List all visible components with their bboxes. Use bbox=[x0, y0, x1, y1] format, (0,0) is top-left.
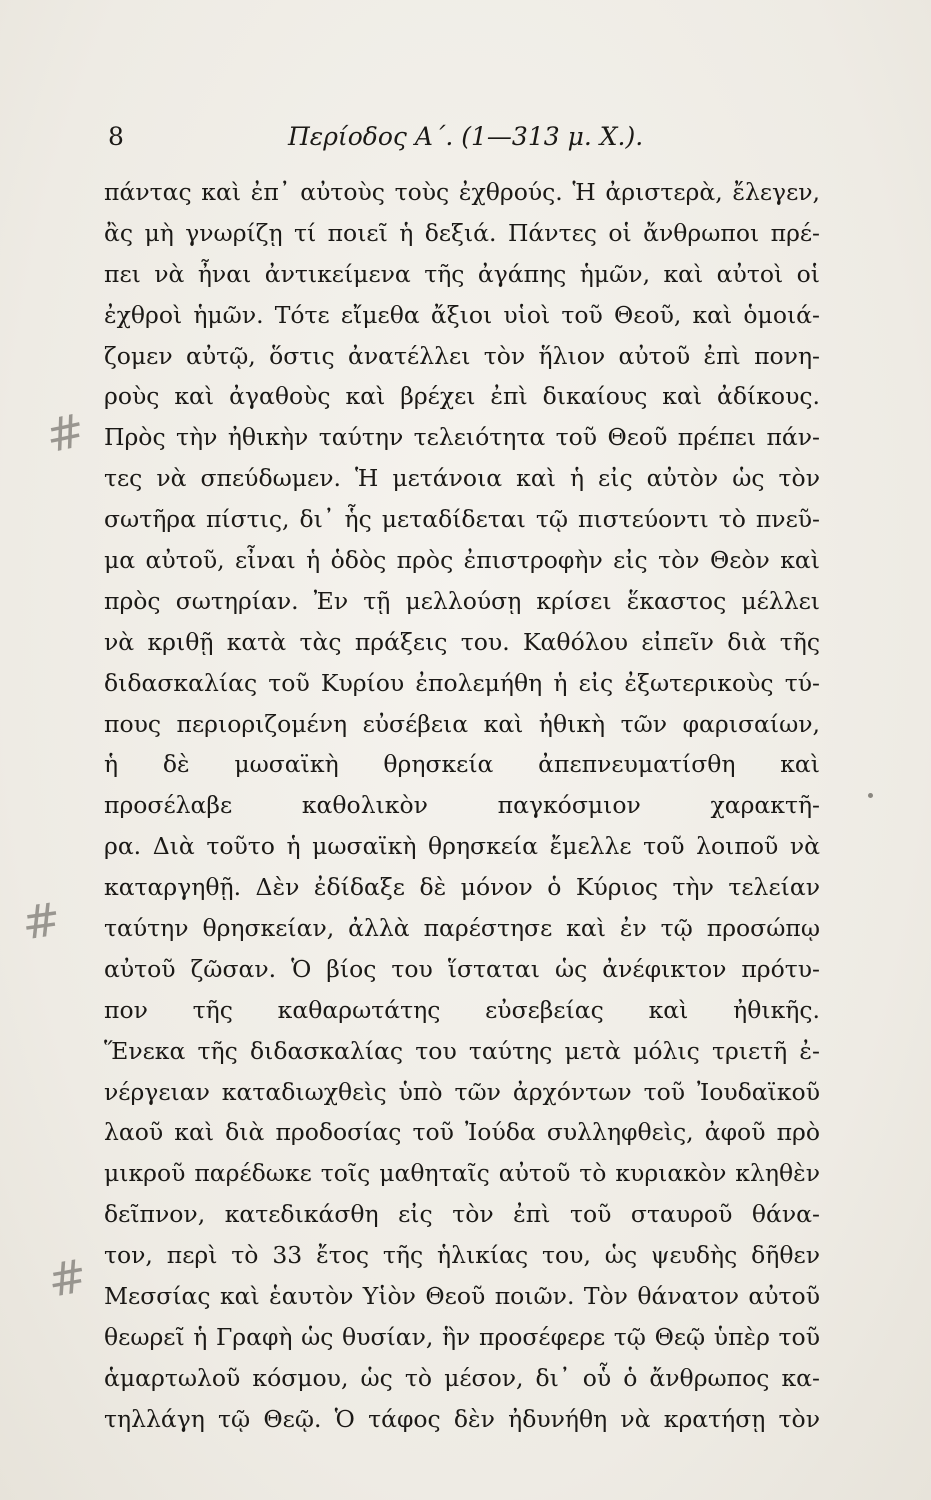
text-line: πει νὰ ἦναι ἀντικείμενα τῆς ἀγάπης ἡμῶν, καὶ αὐτοὶ οἱ bbox=[104, 259, 820, 288]
text-line: πάντας καὶ ἐπ᾽ αὐτοὺς τοὺς ἐχθρούς. Ἡ ἀριστερὰ, ἔλεγεν, bbox=[104, 178, 820, 206]
text-line: αὐτοῦ ζῶσαν. Ὁ βίος του ἵσταται ὡς ἀνέφικτον πρότυ- bbox=[104, 954, 820, 983]
text-line: θεωρεῖ ἡ Γραφὴ ὡς θυσίαν, ἣν προσέφερε τῷ Θεῷ ὑπὲρ τοῦ bbox=[104, 1322, 820, 1351]
text-line: ἂς μὴ γνωρίζῃ τί ποιεῖ ἡ δεξιά. Πάντες οἱ ἄνθρωποι πρέ- bbox=[104, 218, 820, 247]
text-line: μα αὐτοῦ, εἶναι ἡ ὁδὸς πρὸς ἐπιστροφὴν εἰς τὸν Θεὸν καὶ bbox=[104, 546, 820, 575]
text-line: τες νὰ σπεύδωμεν. Ἡ μετάνοια καὶ ἡ εἰς αὐτὸν ὡς τὸν bbox=[104, 464, 820, 493]
text-line: πον τῆς καθαρωτάτης εὐσεβείας καὶ ἠθικῆς. bbox=[104, 995, 820, 1024]
text-line: καταργηθῇ. Δὲν ἐδίδαξε δὲ μόνον ὁ Κύριος τὴν τελείαν bbox=[104, 873, 820, 902]
text-line: σωτῆρα πίστις, δι᾽ ἧς μεταδίδεται τῷ πιστεύοντι τὸ πνεῦ- bbox=[104, 505, 820, 534]
text-line: ἁμαρτωλοῦ κόσμου, ὡς τὸ μέσον, δι᾽ οὗ ὁ ἄνθρωπος κα- bbox=[104, 1363, 820, 1392]
text-line: τηλλάγη τῷ Θεῷ. Ὁ τάφος δὲν ἠδυνήθη νὰ κρατήσῃ τὸν bbox=[104, 1404, 820, 1433]
text-line: διδασκαλίας τοῦ Κυρίου ἐπολεμήθη ἡ εἰς ἐξωτερικοὺς τύ- bbox=[104, 668, 820, 697]
text-line: ἡ δὲ μωσαϊκὴ θρησκεία ἀπεπνευματίσθη καὶ bbox=[104, 750, 820, 779]
text-line: Πρὸς τὴν ἠθικὴν ταύτην τελειότητα τοῦ Θεοῦ πρέπει πάν- bbox=[104, 423, 820, 452]
text-line: ροὺς καὶ ἀγαθοὺς καὶ βρέχει ἐπὶ δικαίους καὶ ἀδίκους. bbox=[104, 382, 820, 411]
text-line: τον, περὶ τὸ 33 ἔτος τῆς ἡλικίας του, ὡς ψευδὴς δῆθεν bbox=[104, 1241, 820, 1270]
ink-speck bbox=[868, 793, 873, 798]
text-line: ζομεν αὐτῷ, ὅστις ἀνατέλλει τὸν ἥλιον αὐτοῦ ἐπὶ πονη- bbox=[104, 341, 820, 370]
text-line: ρα. Διὰ τοῦτο ἡ μωσαϊκὴ θρησκεία ἔμελλε τοῦ λοιποῦ νὰ bbox=[104, 832, 820, 861]
text-line: πρὸς σωτηρίαν. Ἐν τῇ μελλούσῃ κρίσει ἕκαστος μέλλει bbox=[104, 586, 820, 615]
text-line: ἐχθροὶ ἡμῶν. Τότε εἴμεθα ἄξιοι υἱοὶ τοῦ Θεοῦ, καὶ ὁμοιά- bbox=[104, 300, 820, 329]
margin-hash-mark: # bbox=[43, 1248, 91, 1308]
text-line: δεῖπνον, κατεδικάσθη εἰς τὸν ἐπὶ τοῦ σταυροῦ θάνα- bbox=[104, 1200, 820, 1229]
text-line: νέργειαν καταδιωχθεὶς ὑπὸ τῶν ἀρχόντων τοῦ Ἰουδαϊκοῦ bbox=[104, 1077, 820, 1106]
text-line: λαοῦ καὶ διὰ προδοσίας τοῦ Ἰούδα συλληφθεὶς, ἀφοῦ πρὸ bbox=[104, 1118, 820, 1147]
page-header bbox=[108, 120, 828, 154]
text-line: ταύτην θρησκείαν, ἀλλὰ παρέστησε καὶ ἐν τῷ προσώπῳ bbox=[104, 914, 820, 943]
text-line: πους περιοριζομένη εὐσέβεια καὶ ἠθικὴ τῶν φαρισαίων, bbox=[104, 709, 820, 738]
page-number: 8 bbox=[108, 122, 124, 151]
text-line: νὰ κριθῇ κατὰ τὰς πράξεις του. Καθόλου εἰπεῖν διὰ τῆς bbox=[104, 627, 820, 656]
body-text bbox=[104, 172, 820, 1440]
text-line: προσέλαβε καθολικὸν παγκόσμιον χαρακτῆ- bbox=[104, 791, 820, 820]
margin-hash-mark: # bbox=[18, 891, 65, 951]
margin-hash-mark: # bbox=[40, 402, 90, 464]
text-line: Μεσσίας καὶ ἑαυτὸν Υἱὸν Θεοῦ ποιῶν. Τὸν θάνατον αὐτοῦ bbox=[104, 1282, 820, 1311]
running-head: Περίοδος Α΄. (1—313 μ. Χ.). bbox=[288, 122, 644, 151]
text-line: μικροῦ παρέδωκε τοῖς μαθηταῖς αὐτοῦ τὸ κυριακὸν κληθὲν bbox=[104, 1159, 820, 1188]
text-line: Ἕνεκα τῆς διδασκαλίας του ταύτης μετὰ μόλις τριετῆ ἐ- bbox=[104, 1036, 820, 1065]
